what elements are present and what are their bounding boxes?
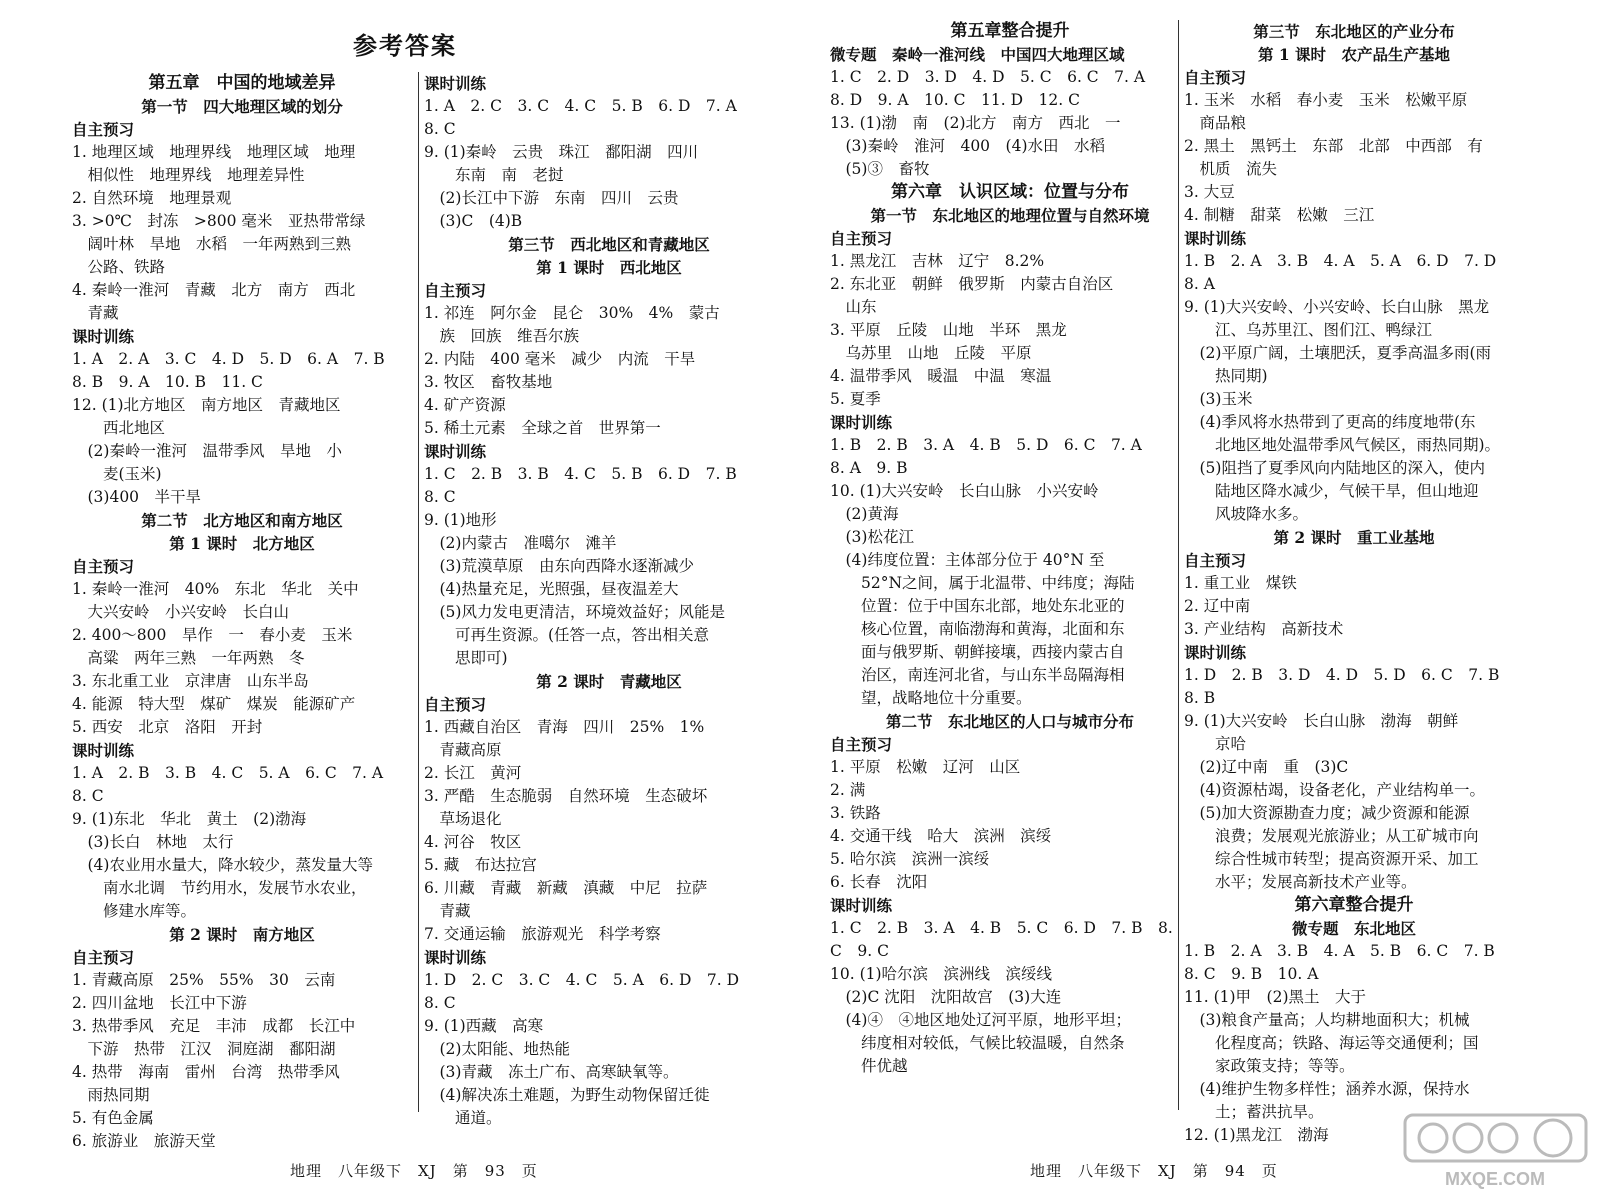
answer-line: (5)加大资源勘查力度；减少资源和能源 xyxy=(1184,804,1470,822)
answer-line: (3)松花江 xyxy=(830,528,914,546)
answer-line: 5. 哈尔滨 滨洲一滨绥 xyxy=(830,850,990,868)
answer-line: 水平；发展高新技术产业等。 xyxy=(1184,873,1417,891)
answer-line: 6. 旅游业 旅游天堂 xyxy=(72,1132,216,1150)
answer-line: 陆地区降水减少，气候干旱，但山地迎 xyxy=(1184,482,1479,500)
answer-line: 2. 长江 黄河 xyxy=(424,764,522,782)
answer-line: 乌苏里 山地 丘陵 平原 xyxy=(830,344,1032,362)
answer-line: 3. 牧区 畜牧基地 xyxy=(424,373,553,391)
subsection-label: 自主预习 xyxy=(72,120,135,139)
answer-line: (4)④ ④地区地处辽河平原，地形平坦； xyxy=(830,1011,1131,1029)
subsection-label: 微专题 秦岭一淮河线 中国四大地理区域 xyxy=(830,45,1125,64)
right-column-2 xyxy=(1184,20,1524,1147)
lesson-heading: 微专题 东北地区 xyxy=(1291,919,1416,938)
subsection-label: 自主预习 xyxy=(1184,551,1247,570)
answer-line: 4. 秦岭一淮河 青藏 北方 南方 西北 xyxy=(72,281,356,299)
answer-line: 可再生资源。(任答一点，答出相关意 xyxy=(424,626,710,644)
answer-line: 机质 流失 xyxy=(1184,160,1278,178)
subsection-label: 自主预习 xyxy=(424,281,487,300)
section-heading: 第一节 四大地理区域的划分 xyxy=(141,97,343,116)
answer-line: 雨热同期 xyxy=(72,1086,150,1104)
answer-line: 1. C 2. B 3. B 4. C 5. B 6. D 7. B xyxy=(424,465,737,483)
answer-line: (3)400 半干旱 xyxy=(72,488,202,506)
answer-line: 1. 重工业 煤铁 xyxy=(1184,574,1297,592)
answer-line: 2. 东北亚 朝鲜 俄罗斯 内蒙古自治区 xyxy=(830,275,1114,293)
answer-line: (2)黄海 xyxy=(830,505,899,523)
answer-line: (4)解决冻土难题，为野生动物保留迁徙 xyxy=(424,1086,710,1104)
answer-line: 8. C 9. B 10. A xyxy=(1184,965,1319,983)
answer-line: 浪费；发展观光旅游业；从工矿城市向 xyxy=(1184,827,1479,845)
answer-line: 1. B 2. A 3. B 4. A 5. A 6. D 7. D xyxy=(1184,252,1497,270)
answer-line: 通道。 xyxy=(424,1109,502,1127)
answer-line: (4)维护生物多样性；涵养水源，保持水 xyxy=(1184,1080,1470,1098)
section-heading: 第二节 北方地区和南方地区 xyxy=(141,511,343,530)
answer-line: 5. 藏 布达拉宫 xyxy=(424,856,537,874)
answer-line: 3. 热带季风 充足 丰沛 成都 长江中 xyxy=(72,1017,356,1035)
answer-line: 6. 川藏 青藏 新藏 滇藏 中尼 拉萨 xyxy=(424,879,708,897)
answer-line: 1. A 2. C 3. C 4. C 5. B 6. D 7. A xyxy=(424,97,737,115)
answer-line: 公路、铁路 xyxy=(72,258,166,276)
answer-line: 商品粮 xyxy=(1184,114,1247,132)
answer-line: 望，战略地位十分重要。 xyxy=(830,689,1032,707)
answer-line: 麦(玉米) xyxy=(72,465,162,483)
answer-line: 位置：位于中国东北部，地处东北亚的 xyxy=(830,597,1125,615)
answer-line: 2. 内陆 400 毫米 减少 内流 干旱 xyxy=(424,350,696,368)
answer-line: 8. D 9. A 10. C 11. D 12. C xyxy=(830,91,1080,109)
answer-line: 7. 交通运输 旅游观光 科学考察 xyxy=(424,925,661,943)
answer-line: (3)玉米 xyxy=(1184,390,1253,408)
answer-line: 1. D 2. C 3. C 4. C 5. A 6. D 7. D xyxy=(424,971,740,989)
answer-line: 族 回族 维吾尔族 xyxy=(424,327,580,345)
section-heading: 第一节 东北地区的地理位置与自然环境 xyxy=(870,206,1150,225)
answer-line: 1. D 2. B 3. D 4. D 5. D 6. C 7. B xyxy=(1184,666,1500,684)
answer-line: 8. C xyxy=(424,488,456,506)
answer-line: C 9. C xyxy=(830,942,889,960)
answer-line: (2)秦岭一淮河 温带季风 旱地 小 xyxy=(72,442,342,460)
answer-line: 9. (1)秦岭 云贵 珠江 鄱阳湖 四川 xyxy=(424,143,699,161)
subsection-label: 课时训练 xyxy=(424,948,487,967)
lesson-heading: 第 1 课时 西北地区 xyxy=(536,258,682,277)
answer-line: (4)热量充足，光照强，昼夜温差大 xyxy=(424,580,679,598)
answer-line: 1. A 2. A 3. C 4. D 5. D 6. A 7. B xyxy=(72,350,385,368)
chapter-heading: 第六章整合提升 xyxy=(1294,895,1414,915)
answer-line: (2)内蒙古 准噶尔 滩羊 xyxy=(424,534,617,552)
answer-line: 9. (1)大兴安岭 长白山脉 渤海 朝鲜 xyxy=(1184,712,1459,730)
answer-line: 3. 产业结构 高新技术 xyxy=(1184,620,1344,638)
page-footer-93: 地理 八年级下 XJ 第 93 页 xyxy=(290,1162,538,1180)
answer-line: 下游 热带 江汉 洞庭湖 鄱阳湖 xyxy=(72,1040,336,1058)
subsection-label: 自主预习 xyxy=(1184,68,1247,87)
answer-line: (5)风力发电更清洁，环境效益好；风能是 xyxy=(424,603,725,621)
subsection-label: 课时训练 xyxy=(72,741,135,760)
answer-line: 9. (1)大兴安岭、小兴安岭、长白山脉 黑龙 xyxy=(1184,298,1490,316)
answer-line: 修建水库等。 xyxy=(72,902,197,920)
answer-line: 1. B 2. B 3. A 4. B 5. D 6. C 7. A xyxy=(830,436,1142,454)
column-divider xyxy=(418,72,419,1112)
answer-line: 4. 河谷 牧区 xyxy=(424,833,522,851)
chapter-heading: 第六章 认识区域：位置与分布 xyxy=(891,182,1129,202)
answer-line: 3. 东北重工业 京津唐 山东半岛 xyxy=(72,672,309,690)
answer-line: 相似性 地理界线 地理差异性 xyxy=(72,166,305,184)
answer-line: 8. B xyxy=(1184,689,1216,707)
lesson-heading: 第 2 课时 南方地区 xyxy=(169,925,315,944)
answer-line: 综合性城市转型；提高资源开采、加工 xyxy=(1184,850,1479,868)
answer-line: 2. 400～800 旱作 一 春小麦 玉米 xyxy=(72,626,353,644)
answer-line: 2. 满 xyxy=(830,781,866,799)
answer-line: 4. 矿产资源 xyxy=(424,396,506,414)
answer-line: 1. 地理区域 地理界线 地理区域 地理 xyxy=(72,143,356,161)
answer-line: 1. 黑龙江 吉林 辽宁 8.2% xyxy=(830,252,1045,270)
answer-line: (4)纬度位置：主体部分位于 40°N 至 xyxy=(830,551,1105,569)
subsection-label: 课时训练 xyxy=(1184,643,1247,662)
answer-line: 1. 秦岭一淮河 40% 东北 华北 关中 xyxy=(72,580,359,598)
answer-line: 阔叶林 旱地 水稻 一年两熟到三熟 xyxy=(72,235,352,253)
answer-line: 北地区地处温带季风气候区，雨热同期)。 xyxy=(1184,436,1501,454)
answer-line: 13. (1)渤 南 (2)北方 南方 西北 一 xyxy=(830,114,1121,132)
lesson-heading: 第 1 课时 北方地区 xyxy=(169,534,315,553)
page-title: 参考答案 xyxy=(353,31,457,60)
answer-line: (2)长江中下游 东南 四川 云贵 xyxy=(424,189,679,207)
answer-line: 6. 长春 沈阳 xyxy=(830,873,928,891)
answer-line: (4)农业用水量大，降水较少，蒸发量大等 xyxy=(72,856,373,874)
answer-line: 山东 xyxy=(830,298,877,316)
subsection-label: 自主预习 xyxy=(424,695,487,714)
answer-line: 4. 交通干线 哈大 滨洲 滨绥 xyxy=(830,827,1052,845)
answer-line: (2)平原广阔，土壤肥沃，夏季高温多雨(雨 xyxy=(1184,344,1492,362)
chapter-heading: 第五章 中国的地域差异 xyxy=(148,73,336,93)
section-heading: 第三节 西北地区和青藏地区 xyxy=(508,235,710,254)
answer-line: 思即可) xyxy=(424,649,508,667)
subsection-label: 自主预习 xyxy=(830,229,893,248)
answer-line: 治区，南连河北省，与山东半岛隔海相 xyxy=(830,666,1125,684)
answer-line: 2. 黑土 黑钙土 东部 北部 中西部 有 xyxy=(1184,137,1483,155)
answer-line: 青藏高原 xyxy=(424,741,502,759)
answer-line: 5. 夏季 xyxy=(830,390,881,408)
answer-line: 9. (1)东北 华北 黄土 (2)渤海 xyxy=(72,810,307,828)
subsection-label: 课时训练 xyxy=(1184,229,1247,248)
answer-line: 面与俄罗斯、朝鲜接壤，西接内蒙古自 xyxy=(830,643,1125,661)
answer-line: 2. 辽中南 xyxy=(1184,597,1251,615)
answer-line: 1. 平原 松嫩 辽河 山区 xyxy=(830,758,1021,776)
answer-line: 1. C 2. B 3. A 4. B 5. C 6. D 7. B 8. xyxy=(830,919,1173,937)
answer-line: 东南 南 老挝 xyxy=(424,166,564,184)
answer-line: 江、乌苏里江、图们江、鸭绿江 xyxy=(1184,321,1433,339)
left-column-2 xyxy=(424,72,794,1130)
answer-line: (3)秦岭 淮河 400 (4)水田 水稻 xyxy=(830,137,1105,155)
answer-line: 8. C xyxy=(424,994,456,1012)
answer-line: 大兴安岭 小兴安岭 长白山 xyxy=(72,603,290,621)
answer-line: (3)青藏 冻土广布、高寒缺氧等。 xyxy=(424,1063,679,1081)
answer-line: 1. 青藏高原 25% 55% 30 云南 xyxy=(72,971,336,989)
answer-line: 化程度高；铁路、海运等交通便利；国 xyxy=(1184,1034,1479,1052)
answer-line: (3)荒漠草原 由东向西降水逐渐减少 xyxy=(424,557,694,575)
answer-line: 2. 自然环境 地理景观 xyxy=(72,189,232,207)
answer-line: 3. 铁路 xyxy=(830,804,881,822)
answer-line: 9. (1)西藏 高寒 xyxy=(424,1017,544,1035)
answer-line: 11. (1)甲 (2)黑土 大于 xyxy=(1184,988,1366,1006)
answer-line: 4. 热带 海南 雷州 台湾 热带季风 xyxy=(72,1063,340,1081)
section-heading: 第二节 东北地区的人口与城市分布 xyxy=(885,712,1134,731)
answer-line: 南水北调 节约用水，发展节水农业， xyxy=(72,879,367,897)
lesson-heading: 第 1 课时 农产品生产基地 xyxy=(1257,45,1451,64)
answer-line: 核心位置，南临渤海和黄海，北面和东 xyxy=(830,620,1125,638)
answer-line: 1. A 2. B 3. B 4. C 5. A 6. C 7. A xyxy=(72,764,384,782)
column-divider xyxy=(1178,20,1179,1110)
answer-line: 风坡降水多。 xyxy=(1184,505,1309,523)
subsection-label: 课时训练 xyxy=(830,896,893,915)
answer-line: 8. C xyxy=(72,787,104,805)
answer-line: (3)C (4)B xyxy=(424,212,523,230)
answer-line: (2)C 沈阳 沈阳故宫 (3)大连 xyxy=(830,988,1062,1006)
answer-line: 京哈 xyxy=(1184,735,1247,753)
answer-line: 3. 严酷 生态脆弱 自然环境 生态破坏 xyxy=(424,787,708,805)
right-page xyxy=(800,0,1600,1199)
right-column-1 xyxy=(830,20,1190,1078)
answer-line: (2)太阳能、地热能 xyxy=(424,1040,570,1058)
subsection-label: 课时训练 xyxy=(72,327,135,346)
answer-line: 8. A xyxy=(1184,275,1215,293)
watermark-logo xyxy=(1403,1113,1588,1191)
answer-line: (3)粮食产量高；人均耕地面积大；机械 xyxy=(1184,1011,1470,1029)
subsection-label: 自主预习 xyxy=(72,948,135,967)
answer-line: 1. 祁连 阿尔金 昆仑 30% 4% 蒙古 xyxy=(424,304,720,322)
chapter-heading: 第五章整合提升 xyxy=(950,21,1070,41)
answer-line: 8. B 9. A 10. B 11. C xyxy=(72,373,263,391)
answer-line: 件优越 xyxy=(830,1057,908,1075)
answer-line: 家政策支持；等等。 xyxy=(1184,1057,1355,1075)
answer-line: (4)季风将水热带到了更高的纬度地带(东 xyxy=(1184,413,1476,431)
answer-line: 10. (1)哈尔滨 滨洲线 滨绥线 xyxy=(830,965,1053,983)
answer-line: (3)长白 林地 太行 xyxy=(72,833,234,851)
page-footer-94: 地理 八年级下 XJ 第 94 页 xyxy=(1030,1162,1278,1180)
answer-line: 12. (1)黑龙江 渤海 xyxy=(1184,1126,1329,1144)
section-heading: 第三节 东北地区的产业分布 xyxy=(1253,22,1455,41)
answer-line: 52°N之间，属于北温带、中纬度；海陆 xyxy=(830,574,1135,592)
answer-line: 土；蓄洪抗旱。 xyxy=(1184,1103,1324,1121)
answer-line: 2. 四川盆地 长江中下游 xyxy=(72,994,247,1012)
left-column-1 xyxy=(72,72,412,1153)
subsection-label: 课时训练 xyxy=(424,442,487,461)
answer-line: (4)资源枯竭，设备老化，产业结构单一。 xyxy=(1184,781,1485,799)
answer-line: 1. 玉米 水稻 春小麦 玉米 松嫩平原 xyxy=(1184,91,1468,109)
answer-line: 8. A 9. B xyxy=(830,459,908,477)
lesson-heading: 第 2 课时 重工业基地 xyxy=(1273,528,1435,547)
subsection-label: 课时训练 xyxy=(830,413,893,432)
answer-line: 纬度相对较低，气候比较温暖，自然条 xyxy=(830,1034,1125,1052)
answer-line: (5)阻挡了夏季风向内陆地区的深入，使内 xyxy=(1184,459,1485,477)
answer-line: 4. 温带季风 暖温 中温 寒温 xyxy=(830,367,1052,385)
answer-line: 3. 大豆 xyxy=(1184,183,1235,201)
answer-line: 3. >0℃ 封冻 >800 毫米 亚热带常绿 xyxy=(72,212,366,230)
answer-line: 1. C 2. D 3. D 4. D 5. C 6. C 7. A xyxy=(830,68,1146,86)
subsection-label: 课时训练 xyxy=(424,74,487,93)
answer-line: 5. 西安 北京 洛阳 开封 xyxy=(72,718,263,736)
answer-line: 西北地区 xyxy=(72,419,166,437)
answer-line: (2)辽中南 重 (3)C xyxy=(1184,758,1349,776)
watermark-text: MXQE.COM xyxy=(1444,1169,1546,1189)
answer-line: 4. 能源 特大型 煤矿 煤炭 能源矿产 xyxy=(72,695,356,713)
answer-line: 草场退化 xyxy=(424,810,502,828)
subsection-label: 自主预习 xyxy=(830,735,893,754)
answer-line: 热同期) xyxy=(1184,367,1268,385)
answer-line: 1. B 2. A 3. B 4. A 5. B 6. C 7. B xyxy=(1184,942,1495,960)
lesson-heading: 第 2 课时 青藏地区 xyxy=(536,672,682,691)
answer-line: 3. 平原 丘陵 山地 半环 黑龙 xyxy=(830,321,1067,339)
answer-line: 5. 稀土元素 全球之首 世界第一 xyxy=(424,419,661,437)
answer-line: 高粱 两年三熟 一年两熟 冬 xyxy=(72,649,305,667)
answer-line: 4. 制糖 甜菜 松嫩 三江 xyxy=(1184,206,1375,224)
answer-line: 青藏 xyxy=(72,304,119,322)
answer-line: 10. (1)大兴安岭 长白山脉 小兴安岭 xyxy=(830,482,1099,500)
answer-line: 9. (1)地形 xyxy=(424,511,497,529)
answer-line: 青藏 xyxy=(424,902,471,920)
answer-line: 5. 有色金属 xyxy=(72,1109,154,1127)
answer-line: (5)③ 畜牧 xyxy=(830,160,930,178)
answer-line: 8. C xyxy=(424,120,456,138)
subsection-label: 自主预习 xyxy=(72,557,135,576)
answer-line: 1. 西藏自治区 青海 四川 25% 1% xyxy=(424,718,705,736)
answer-line: 12. (1)北方地区 南方地区 青藏地区 xyxy=(72,396,341,414)
